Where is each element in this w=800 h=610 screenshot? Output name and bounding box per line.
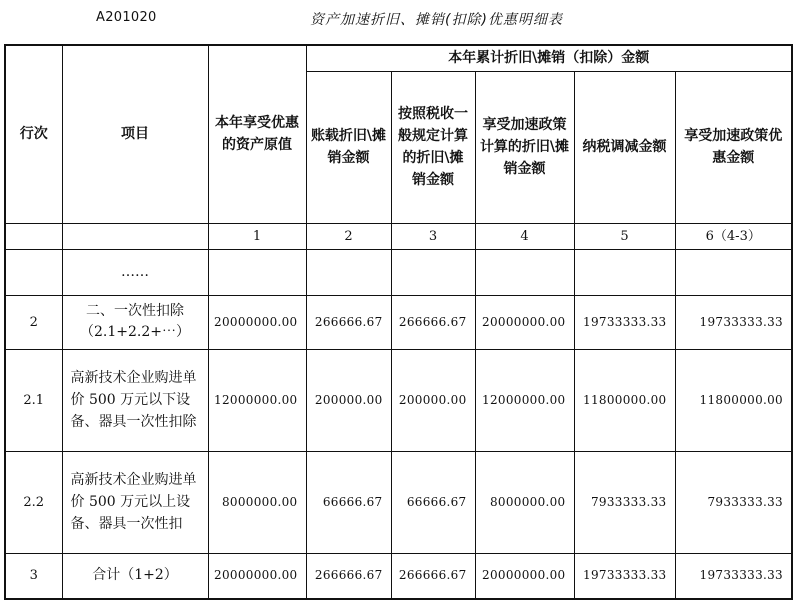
header-row-no: 行次 — [5, 45, 62, 223]
value-cell: 7933333.33 — [675, 451, 792, 553]
value-cell: 20000000.00 — [475, 295, 574, 349]
table-row — [5, 349, 792, 451]
value-cell: 266666.67 — [306, 295, 391, 349]
value-cell: 8000000.00 — [208, 451, 306, 553]
item-label: 高新技术企业购进单价 500 万元以下设备、器具一次性扣除 — [62, 349, 208, 451]
value-cell: 66666.67 — [306, 451, 391, 553]
row-number: 2.2 — [5, 451, 62, 553]
value-cell: 266666.67 — [391, 553, 475, 599]
value-cell: 8000000.00 — [475, 451, 574, 553]
header-normal-depreciation: 按照税收一般规定计算的折旧\摊销金额 — [391, 71, 475, 223]
value-cell: 12000000.00 — [475, 349, 574, 451]
header-accelerated-depreciation: 享受加速政策计算的折旧\摊销金额 — [475, 71, 574, 223]
value-cell: 19733333.33 — [675, 553, 792, 599]
header-tax-adjustment: 纳税调减金额 — [574, 71, 675, 223]
value-cell: 20000000.00 — [475, 553, 574, 599]
ellipsis: …… — [62, 249, 208, 295]
value-cell: 19733333.33 — [574, 553, 675, 599]
value-cell: 7933333.33 — [574, 451, 675, 553]
column-number: 3 — [391, 223, 475, 249]
header-book-depreciation: 账载折旧\摊销金额 — [306, 71, 391, 223]
item-label: 高新技术企业购进单价 500 万元以上设备、器具一次性扣 — [62, 451, 208, 553]
column-number: 6（4-3） — [675, 223, 792, 249]
column-number: 2 — [306, 223, 391, 249]
row-number: 3 — [5, 553, 62, 599]
row-number: 2 — [5, 295, 62, 349]
header-original-value: 本年享受优惠的资产原值 — [208, 45, 306, 223]
value-cell: 266666.67 — [306, 553, 391, 599]
value-cell: 20000000.00 — [208, 553, 306, 599]
value-cell: 20000000.00 — [208, 295, 306, 349]
value-cell: 19733333.33 — [574, 295, 675, 349]
value-cell: 12000000.00 — [208, 349, 306, 451]
form-title: 资产加速折旧、摊销(扣除)优惠明细表 — [310, 12, 563, 28]
value-cell: 19733333.33 — [675, 295, 792, 349]
row-number: 2.1 — [5, 349, 62, 451]
table-row — [5, 295, 792, 349]
column-number: 4 — [475, 223, 574, 249]
table-row — [5, 451, 792, 553]
column-number: 1 — [208, 223, 306, 249]
column-number: 5 — [574, 223, 675, 249]
value-cell: 66666.67 — [391, 451, 475, 553]
depreciation-table — [4, 44, 793, 600]
col-number-blank — [5, 223, 62, 249]
header-preference-amount: 享受加速政策优惠金额 — [675, 71, 792, 223]
table-row — [5, 249, 792, 295]
item-label: 合计（1+2） — [62, 553, 208, 599]
table-row — [5, 553, 792, 599]
value-cell: 11800000.00 — [574, 349, 675, 451]
header-item: 项目 — [62, 45, 208, 223]
col-number-blank — [62, 223, 208, 249]
form-code: A201020 — [96, 10, 157, 25]
value-cell: 11800000.00 — [675, 349, 792, 451]
value-cell: 200000.00 — [391, 349, 475, 451]
header-cumulative-group: 本年累计折旧\摊销（扣除）金额 — [306, 45, 792, 71]
item-label: 二、一次性扣除（2.1+2.2+⋯） — [62, 295, 208, 349]
value-cell: 266666.67 — [391, 295, 475, 349]
value-cell: 200000.00 — [306, 349, 391, 451]
